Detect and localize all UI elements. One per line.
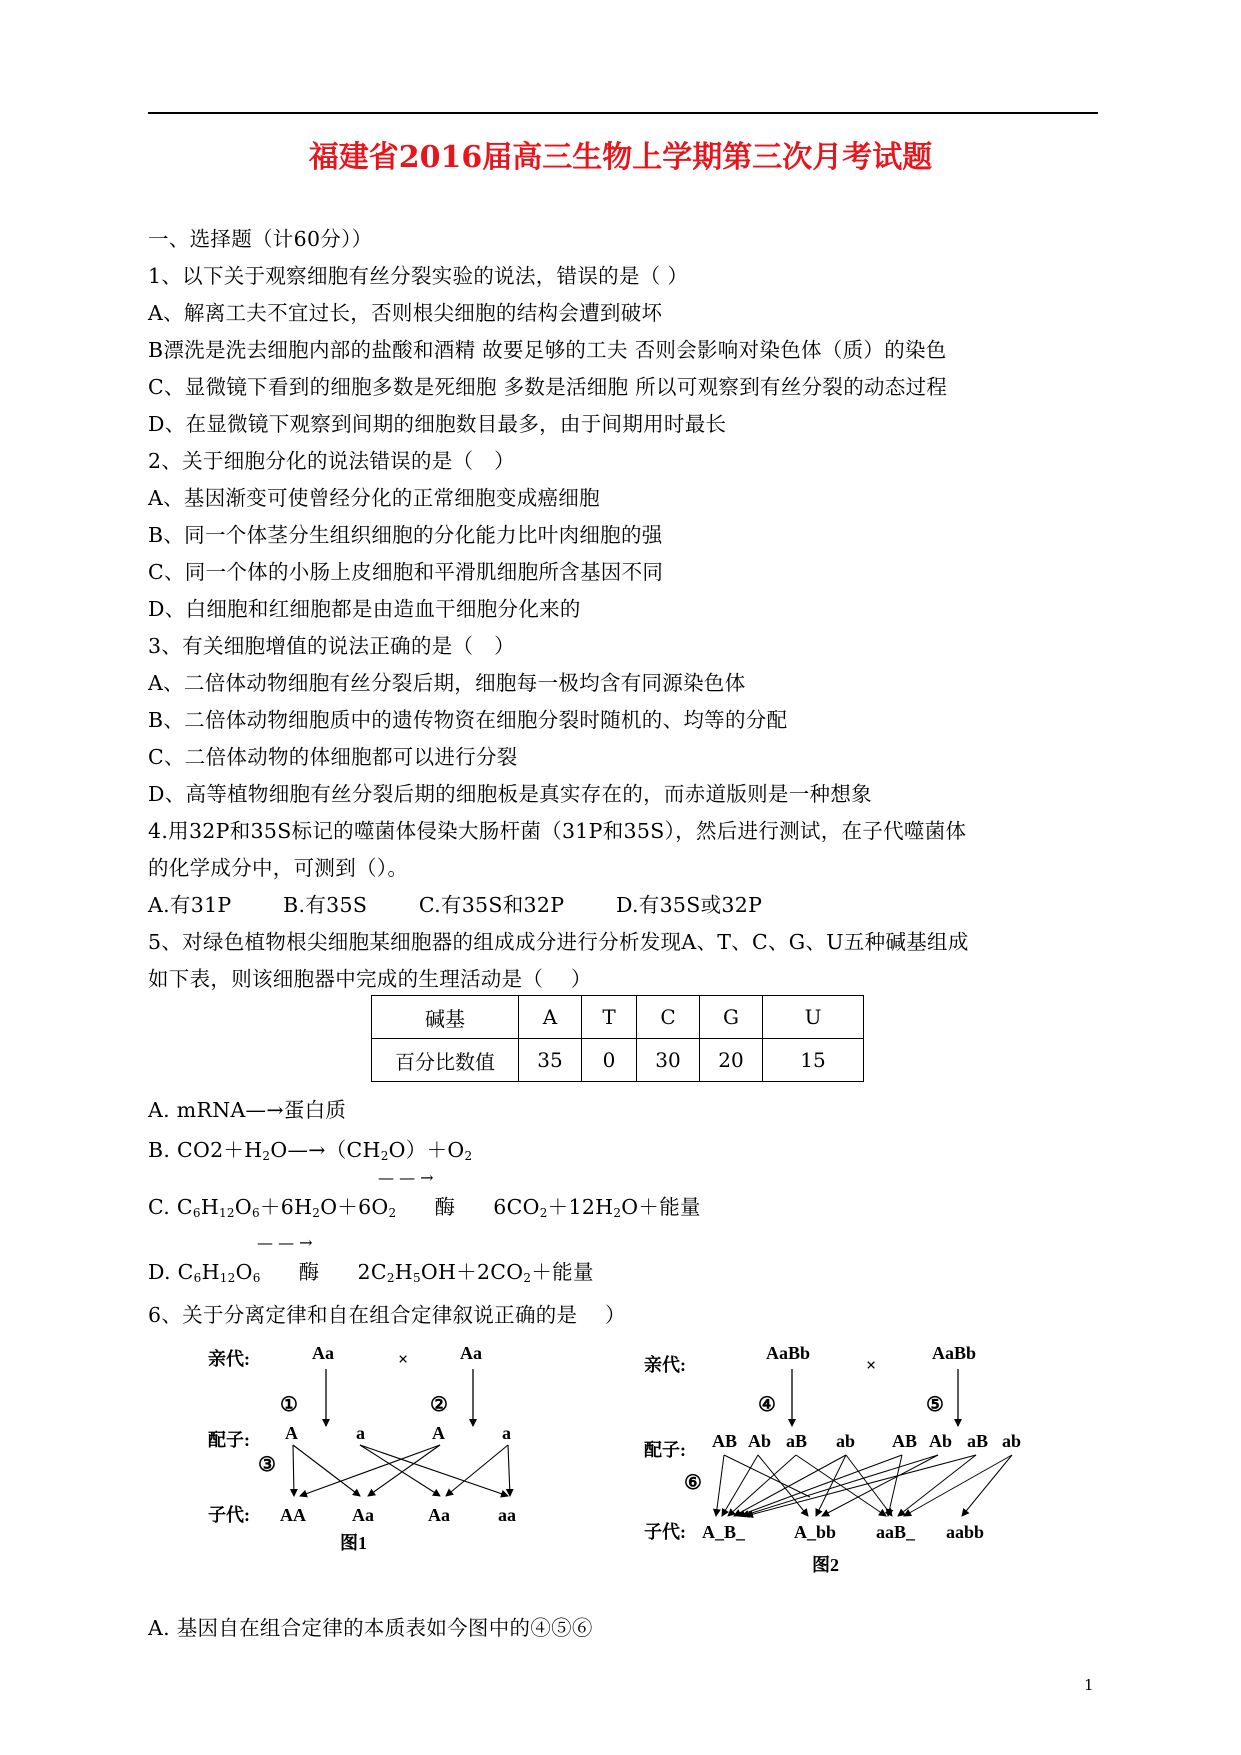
q2-option-b: B、同一个体茎分生组织细胞的分化能力比叶肉细胞的强 (148, 523, 663, 547)
parent-label: 亲代: (644, 1355, 686, 1375)
gamete: Ab (929, 1431, 953, 1451)
step-marker: ⑥ (684, 1472, 702, 1494)
q4-option-d: D.有35S或32P (615, 893, 763, 917)
q2-option-a: A、基因渐变可使曾经分化的正常细胞变成癌细胞 (148, 486, 600, 510)
offspring-genotype: A_bb (794, 1522, 837, 1542)
gamete: Ab (748, 1431, 772, 1451)
offspring-genotype: aaB_ (876, 1522, 916, 1542)
arrow (758, 1455, 808, 1516)
table-cell: 百分比数值 (372, 1039, 519, 1082)
table-cell: T (582, 996, 637, 1039)
step-marker: ③ (258, 1454, 276, 1476)
arrow (716, 1455, 724, 1516)
parent-genotype: AaBb (932, 1343, 977, 1363)
enzyme-label: 酶 (434, 1195, 456, 1219)
section-heading: 一、选择题（计60分）） (148, 227, 373, 251)
gamete: AB (712, 1431, 738, 1451)
parent-genotype: Aa (312, 1343, 334, 1363)
page-number: 1 (1084, 1676, 1094, 1694)
step-marker: ② (430, 1394, 448, 1416)
arrow (293, 1445, 360, 1496)
q1-option-d: D、在显微镜下观察到间期的细胞数目最多，由于间期用时最长 (148, 412, 727, 436)
q5-option-a: A. mRNA—→蛋白质 (148, 1098, 347, 1122)
table-cell: A (519, 996, 582, 1039)
q3-option-d: D、高等植物细胞有丝分裂后期的细胞板是真实存在的，而赤道版则是一种想象 (148, 782, 872, 806)
gamete: ab (1002, 1431, 1022, 1451)
q5-option-b: B. $CO2+H_2O—\to(CH_2O)+O_2$ (148, 1138, 473, 1163)
offspring-genotype: aabb (946, 1522, 985, 1542)
step-marker: ① (280, 1394, 298, 1416)
q2-stem: 2、关于细胞分化的说法错误的是（ ） (148, 449, 515, 473)
page-title: 福建省2016届高三生物上学期第三次月考试题 (308, 140, 933, 175)
q6-stem: 6、关于分离定律和自在组合定律叙说正确的是 ） (148, 1303, 626, 1327)
q3-stem: 3、有关细胞增值的说法正确的是（ ） (148, 634, 515, 658)
gamete: a (502, 1423, 511, 1443)
offspring-genotype: aa (498, 1505, 516, 1525)
q5-option-d: D. $C_6H_{12}O_6$ 酶 $2C_2H_5OH+2CO_2+$能量 (148, 1260, 594, 1285)
q3-option-b: B、二倍体动物细胞质中的遗传物资在细胞分裂时随机的、均等的分配 (148, 708, 788, 732)
q5-option-c: C. $C_6H_{12}O_6+6H_2O+6O_2$ 酶 $6CO_2+12H_2O+$能量 (148, 1195, 701, 1220)
q4-stem-line2: 的化学成分中，可测到（）。 (148, 856, 409, 880)
q2-option-d: D、白细胞和红细胞都是由造血干细胞分化来的 (148, 597, 581, 621)
arrow-glyph: — — → (257, 1233, 313, 1252)
table-cell: 0 (582, 1039, 637, 1082)
enzyme-label: 酶 (298, 1260, 320, 1284)
table-cell: C (637, 996, 700, 1039)
cross-symbol: × (866, 1355, 877, 1375)
table-cell: U (763, 996, 864, 1039)
gamete: ab (836, 1431, 856, 1451)
step-marker: ⑤ (926, 1394, 944, 1416)
offspring-genotype: A_B_ (702, 1522, 746, 1542)
cross-symbol: × (398, 1349, 409, 1369)
q1-stem: 1、以下关于观察细胞有丝分裂实验的说法，错误的是（ ） (148, 264, 689, 288)
offspring-label: 子代: (208, 1505, 250, 1525)
q4-options (148, 888, 762, 918)
gamete: a (356, 1423, 365, 1443)
gamete: A (432, 1423, 445, 1443)
arrow (300, 1445, 440, 1496)
q1-option-b: B漂洗是洗去细胞内部的盐酸和酒精 故要足够的工夫 否则会影响对染色体（质）的染色 (148, 338, 947, 362)
q6-option-a: A. 基因自在组合定律的本质表如今图中的④⑤⑥ (148, 1616, 593, 1640)
gamete: aB (786, 1431, 808, 1451)
parent-label: 亲代: (208, 1349, 250, 1369)
table-cell: 20 (700, 1039, 763, 1082)
table-row (372, 1039, 864, 1082)
q5-stem-line2: 如下表，则该细胞器中完成的生理活动是（ ） (148, 967, 592, 991)
gamete: aB (967, 1431, 989, 1451)
offspring-genotype: AA (280, 1505, 306, 1525)
figure-caption: 图1 (340, 1533, 367, 1553)
table-cell: 15 (763, 1039, 864, 1082)
arrow (360, 1445, 440, 1496)
offspring-genotype: Aa (352, 1505, 374, 1525)
offspring-genotype: Aa (428, 1505, 450, 1525)
offspring-label: 子代: (644, 1522, 686, 1542)
table-cell: 30 (637, 1039, 700, 1082)
q2-option-c: C、同一个体的小肠上皮细胞和平滑肌细胞所含基因不同 (148, 560, 664, 584)
table-cell: G (700, 996, 763, 1039)
arrow-glyph: — — → (378, 1168, 434, 1187)
step-marker: ④ (758, 1394, 776, 1416)
arrow (846, 1455, 892, 1516)
q3-option-c: C、二倍体动物的体细胞都可以进行分裂 (148, 745, 518, 769)
figure-caption: 图2 (812, 1555, 839, 1575)
q4-option-b: B.有35S (283, 893, 368, 917)
arrow (962, 1455, 1012, 1516)
q1-option-c: C、显微镜下看到的细胞多数是死细胞 多数是活细胞 所以可观察到有丝分裂的动态过程 (148, 375, 948, 399)
gamete-label: 配子: (644, 1440, 686, 1460)
figure-2-diagram (640, 1335, 1040, 1600)
base-composition-table (371, 995, 864, 1082)
arrow (360, 1445, 508, 1496)
table-cell: 碱基 (372, 996, 519, 1039)
arrow (746, 1455, 976, 1516)
q4-option-a: A.有31P (148, 893, 232, 917)
arrow (293, 1445, 294, 1496)
arrow (734, 1455, 846, 1516)
q4-option-c: C.有35S和32P (418, 893, 565, 917)
gamete: AB (892, 1431, 918, 1451)
arrow (368, 1445, 440, 1496)
figure-1-diagram (190, 1335, 550, 1570)
arrow (508, 1445, 510, 1496)
q4-stem-line1: 4.用32P和35S标记的噬菌体侵染大肠杆菌（31P和35S），然后进行测试，在子代噬菌体 (148, 819, 967, 843)
q3-option-a: A、二倍体动物细胞有丝分裂后期，细胞每一极均含有同源染色体 (148, 671, 746, 695)
gamete: A (285, 1423, 298, 1443)
q1-option-a: A、解离工夫不宜过长，否则根尖细胞的结构会遭到破坏 (148, 301, 663, 325)
table-header-row (372, 996, 864, 1039)
arrow (446, 1445, 508, 1496)
arrow (722, 1455, 758, 1516)
gamete-label: 配子: (208, 1430, 250, 1450)
q5-stem-line1: 5、对绿色植物根尖细胞某细胞器的组成成分进行分析发现A、T、C、G、U五种碱基组成 (148, 930, 969, 954)
parent-genotype: AaBb (766, 1343, 811, 1363)
parent-genotype: Aa (460, 1343, 482, 1363)
arrow (888, 1455, 902, 1516)
header-rule (148, 112, 1098, 114)
table-cell: 35 (519, 1039, 582, 1082)
